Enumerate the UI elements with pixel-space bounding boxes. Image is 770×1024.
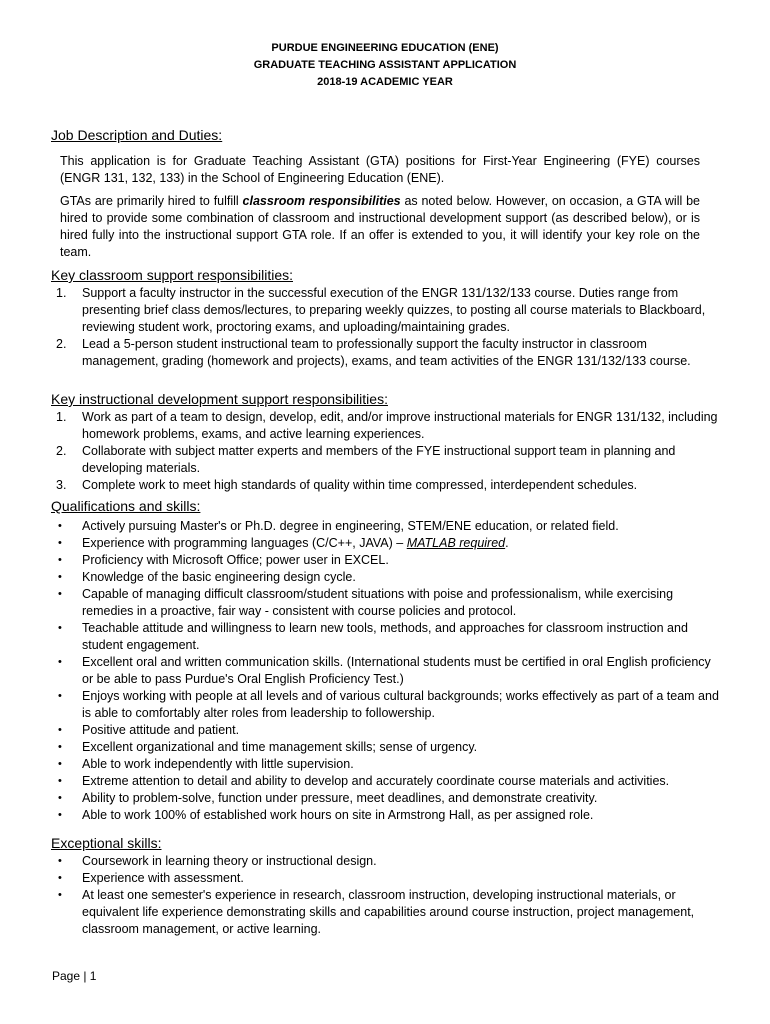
job-description-heading: Job Description and Duties:: [51, 127, 223, 143]
bullet-icon: •: [58, 622, 62, 634]
list-item: [52, 722, 720, 739]
list-item: [52, 688, 720, 722]
list-item-text: Capable of managing difficult classroom/student situations with poise and professionalism, while exercising remedies in a proactive, fair way - consistent with course policies and protocol.: [82, 587, 674, 618]
bullet-icon: •: [58, 855, 62, 867]
matlab-required-emphasis: MATLAB required: [406, 536, 506, 550]
instructional-support-list: [52, 409, 720, 494]
list-item: [52, 552, 720, 569]
bullet-icon: •: [58, 758, 62, 770]
list-item: [52, 285, 720, 336]
list-number: 1.: [56, 286, 67, 300]
classroom-responsibilities-emphasis: classroom responsibilities: [242, 194, 401, 208]
list-item: [52, 336, 720, 370]
list-item-text: Work as part of a team to design, develop, edit, and/or improve instructional materials for ENGR 131/132, including homework problems, exams, and active learning experiences.: [82, 410, 718, 441]
list-item-text: Excellent organizational and time management skills; sense of urgency.: [82, 740, 478, 754]
bullet-icon: •: [58, 809, 62, 821]
list-number: 2.: [56, 337, 67, 351]
list-number: 1.: [56, 410, 67, 424]
list-item-text: Lead a 5-person student instructional team to professionally support the faculty instructor in classroom management, grading (homework and projects), exams, and team activities of the ENGR 131/132/133 course.: [82, 337, 691, 368]
para2-end: as noted below. However, on occasion, a GTA will be hired to provide some combination of classroom and instructional development support (as described below), or is hired fully into the instructional support GTA role. If an offer is extended to you, it will identify your key role on the team.: [60, 194, 700, 259]
list-item: [52, 586, 720, 620]
bullet-icon: •: [58, 775, 62, 787]
page-number: Page | 1: [52, 969, 97, 983]
list-item: [52, 535, 720, 552]
instructional-support-heading: Key instructional development support responsibilities:: [51, 391, 388, 407]
list-item-text: Support a faculty instructor in the successful execution of the ENGR 131/132/133 course. Duties range from presenting brief class demos/lectures, to preparing weekly quizzes, to posting all course materials to Blackboard, reviewing student work, proctoring exams, and uploading/maintaining grades.: [82, 286, 706, 334]
list-item-text-start: Experience with programming languages (C/C++, JAVA) –: [82, 536, 407, 550]
list-number: 3.: [56, 478, 67, 492]
list-item: [52, 620, 720, 654]
list-item: [52, 807, 720, 824]
para2-start: GTAs are primarily hired to fulfill: [60, 194, 243, 208]
job-description-paragraph-1: This application is for Graduate Teaching Assistant (GTA) positions for First-Year Engineering (FYE) courses (ENGR 131, 132, 133) in the School of Engineering Education (ENE).: [60, 154, 700, 185]
header-line-3: 2018-19 ACADEMIC YEAR: [317, 76, 453, 88]
list-item: [52, 443, 720, 477]
list-item-text: At least one semester's experience in research, classroom instruction, developing instructional materials, or equivalent life experience demonstrating skills and capabilities around course instruction, project management, classroom management, or active learning.: [82, 888, 695, 936]
list-number: 2.: [56, 444, 67, 458]
list-item: [52, 887, 720, 938]
list-item: [52, 756, 720, 773]
list-item-text: Extreme attention to detail and ability to develop and accurately coordinate course materials and activities.: [82, 774, 670, 788]
document-header: [0, 40, 770, 91]
list-item-text: Positive attitude and patient.: [82, 723, 240, 737]
classroom-support-heading: Key classroom support responsibilities:: [51, 267, 293, 283]
bullet-icon: •: [58, 656, 62, 668]
list-item-text: Excellent oral and written communication skills. (International students must be certified in oral English proficiency or be able to pass Purdue's Oral English Proficiency Test.): [82, 655, 711, 686]
list-item-text: Complete work to meet high standards of quality within time compressed, interdependent schedules.: [82, 478, 638, 492]
list-item-text: Coursework in learning theory or instructional design.: [82, 854, 377, 868]
bullet-icon: •: [58, 554, 62, 566]
list-item-text: Ability to problem-solve, function under pressure, meet deadlines, and demonstrate creativity.: [82, 791, 598, 805]
exceptional-skills-list: [52, 853, 720, 938]
list-item-text-end: .: [505, 536, 509, 550]
list-item: [52, 739, 720, 756]
list-item: [52, 569, 720, 586]
list-item: [52, 870, 720, 887]
list-item-text: Experience with assessment.: [82, 871, 244, 885]
header-line-1: PURDUE ENGINEERING EDUCATION (ENE): [271, 42, 499, 54]
list-item-text: Actively pursuing Master's or Ph.D. degree in engineering, STEM/ENE education, or related field.: [82, 519, 619, 533]
bullet-icon: •: [58, 520, 62, 532]
list-item-text: Collaborate with subject matter experts and members of the FYE instructional support team in planning and developing materials.: [82, 444, 676, 475]
list-item: [52, 518, 720, 535]
list-item-text: Knowledge of the basic engineering design cycle.: [82, 570, 356, 584]
bullet-icon: •: [58, 724, 62, 736]
list-item-text: Teachable attitude and willingness to learn new tools, methods, and approaches for classroom instruction and student engagement.: [82, 621, 688, 652]
qualifications-heading: Qualifications and skills:: [51, 498, 201, 514]
classroom-support-list: [52, 285, 720, 370]
list-item: [52, 477, 720, 494]
list-item: [52, 654, 720, 688]
list-item-text: Enjoys working with people at all levels and of various cultural backgrounds; works effectively as part of a team and is able to comfortably alter roles from leadership to followership.: [82, 689, 719, 720]
list-item: [52, 409, 720, 443]
exceptional-skills-heading: Exceptional skills:: [51, 835, 162, 851]
list-item: [52, 853, 720, 870]
header-line-2: GRADUATE TEACHING ASSISTANT APPLICATION: [253, 59, 517, 71]
list-item: [52, 773, 720, 790]
bullet-icon: •: [58, 537, 62, 549]
bullet-icon: •: [58, 571, 62, 583]
bullet-icon: •: [58, 741, 62, 753]
list-item-text: Able to work 100% of established work hours on site in Armstrong Hall, as per assigned role.: [82, 808, 594, 822]
list-item-text: Proficiency with Microsoft Office; power user in EXCEL.: [82, 553, 389, 567]
bullet-icon: •: [58, 872, 62, 884]
bullet-icon: •: [58, 792, 62, 804]
bullet-icon: •: [58, 690, 62, 702]
job-description-paragraph-2: [60, 193, 700, 261]
qualifications-list: [52, 518, 720, 824]
list-item-text: Able to work independently with little supervision.: [82, 757, 354, 771]
list-item: [52, 790, 720, 807]
bullet-icon: •: [58, 588, 62, 600]
bullet-icon: •: [58, 889, 62, 901]
